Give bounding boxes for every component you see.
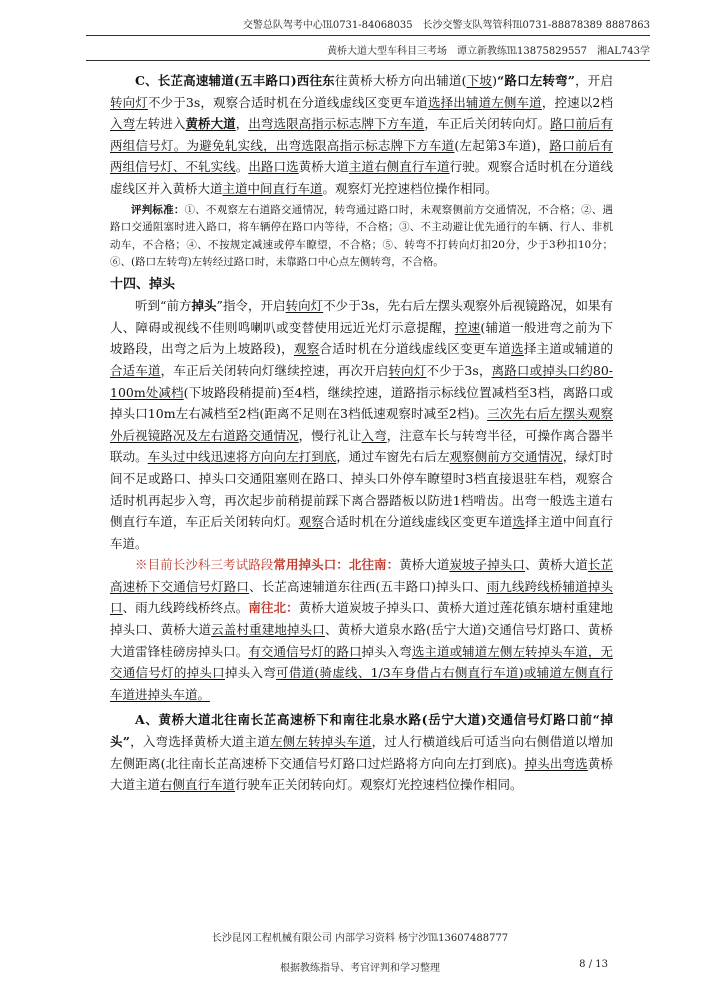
- text-bold: “路口左转弯”: [496, 73, 575, 88]
- text-underlined: 出弯选限高指示标志牌下方车道: [248, 116, 425, 132]
- text-red-bold: 北往南：: [348, 557, 400, 573]
- text: 掉头入弯: [224, 665, 277, 681]
- text-underlined: 路口前后有两组信号灯。为避免轧实线，出弯选限高指示标志牌下方车道: [110, 116, 613, 153]
- text-underlined: 掉头出弯选: [524, 755, 588, 771]
- text-underlined: 下坡: [466, 73, 493, 88]
- note-label: 评判标准：: [131, 203, 185, 216]
- text-underlined: 选主道或辅道左侧左转掉头车道，无交通信号灯的掉头口: [110, 643, 613, 681]
- text: ，注意车长与转弯半径，可操作离合器半联动。: [110, 427, 613, 465]
- text: 掉头入弯: [361, 643, 412, 659]
- text: 听到“前方: [135, 298, 192, 314]
- text: 黄桥大道: [298, 159, 349, 175]
- text-underlined: 炭坡子掉头口: [449, 557, 525, 573]
- text-underlined: 可借道(骑虚线、1/3车身借占右侧直行车道)或辅道左侧直行车道进掉头车道。: [110, 665, 613, 702]
- header-contact-line: 交警总队驾考中心℡0731-84068035 长沙交警支队驾管科℡0731-88878389 8887863: [242, 20, 650, 31]
- text-underlined: 选: [512, 514, 525, 530]
- section-c-title: C、长芷高速辅道(五丰路口)西往东: [135, 73, 335, 88]
- text-underlined: 云盖村重建地掉头口: [211, 622, 325, 638]
- section-14-heading: 十四、掉头: [110, 276, 176, 292]
- section-c-paragraph: [110, 70, 613, 200]
- common-u-turn-points-paragraph: [110, 554, 613, 705]
- text-underlined: 选: [511, 341, 524, 357]
- header-rule-top: [86, 35, 650, 36]
- text-underlined: 右侧直行车道: [160, 777, 236, 793]
- text: 、雨九线跨线桥终点。: [122, 600, 249, 616]
- text-underlined: 转向灯: [388, 362, 427, 378]
- text-underlined: 入弯: [361, 427, 387, 443]
- text: 不少于3s，观察合适时机在分道线虚线区变更车道: [147, 94, 428, 110]
- text: (下坡路段稍提前)至4档，继续控速，道路指示标线位置减档至3档，离路口或掉头口10m左右减档至2档(距离不足则在3档低速观察时减至2档)。: [110, 384, 613, 422]
- text: ，入弯选择黄桥大道主道: [129, 734, 270, 750]
- text-underlined: 出路口选: [248, 159, 299, 175]
- text-underlined: 主道右侧直行车道: [348, 159, 450, 175]
- text: ，通过车窗先右后左: [336, 449, 450, 465]
- header-instructor-line: 黄桥大道大型车科目三考场 谭立新教练℡13875829557 湘AL743学: [327, 46, 650, 57]
- text: ，车正后关闭转向灯。: [424, 116, 551, 132]
- text-underlined: 有交通信号灯的路口: [248, 643, 362, 659]
- text: ，绿灯时间不足或路口、掉头口交通阻塞则在路口、掉头口外停车瞭望时3档直接退驻车档，观察合适时机再起步入弯，再次起步前稍提前踩下离合器踏板以防进1档啃齿。出弯一般选主道右侧直行车道，车正后关闭转向灯。: [110, 449, 613, 530]
- text: 不少于3s，: [426, 362, 492, 378]
- text-bold: 黄桥大道: [185, 116, 236, 132]
- text-underlined: 离路口或掉头口约80-100m处减档: [110, 362, 613, 400]
- text-underlined: 长芷高速桥下交通信号灯路口: [110, 557, 613, 594]
- text: 合适时机在分道线虚线区变更车道: [323, 514, 513, 530]
- text-underlined: 观察: [293, 341, 320, 357]
- text: ”指令，开启: [216, 298, 286, 314]
- text: ，车正后关闭转向灯继续控速，再次开启: [160, 362, 389, 378]
- text: ，: [235, 116, 249, 132]
- text: (辅道一般进弯之前为下坡路段，出弯之后为上坡路段)，: [110, 319, 613, 357]
- u-turn-paragraph: [110, 295, 613, 554]
- text: 合适时机在分道线虚线区变更车道: [319, 341, 512, 357]
- text-underlined: 选择出辅道左侧车道: [428, 94, 542, 110]
- text: 择主道或辅道的: [523, 341, 613, 357]
- text-red-bold: 南往北：: [248, 600, 299, 616]
- text: 不少于3s，先右后左摆头观察外后视镜路况，如果有人、障碍或视线不佳则鸣喇叭或变替使用远近光灯示意提醒，: [110, 298, 613, 335]
- text-red-bold: 常用掉头口：: [273, 557, 349, 573]
- page-number: 8 / 13: [579, 959, 608, 970]
- text: 往黄桥大桥方向出辅道(: [334, 73, 467, 88]
- text: 黄桥大道炭坡子掉头口、黄桥大道过莲花镇东塘村重建地掉头口、黄桥大道: [110, 600, 613, 638]
- text: 择主道中间直行车道。: [110, 514, 613, 551]
- note-text: ①、不观察左右道路交通情况，转弯通过路口时，未观察侧前方交通情况，不合格；②、遇路口交通阻塞时进入路口，将车辆停在路口内等待，不合格；③、不主动避让优先通行的车辆、行人、非机动车，不合格；④、不按规定减速或停车瞭望，不合格；⑤、转弯不打转向灯扣20分，少于3秒扣10分；⑥、(路口左转弯)左转经过路口时，未靠路口中心点左侧转弯，不合格。: [110, 203, 614, 269]
- text-underlined: 观察: [298, 514, 324, 530]
- text-underlined: 雨九线跨线桥辅道掉头口: [110, 578, 613, 616]
- text: ，慢行礼让: [298, 427, 362, 443]
- text-underlined: 三次先右后左摆头观察外后视镜路况及左右道路交通情况: [110, 406, 613, 443]
- text-bold: 掉头: [191, 298, 217, 314]
- text-underlined: 观察侧前方交通情况: [449, 449, 563, 465]
- text: ，过人行横道线后可适当向右侧借道以增加左侧距离(北往南长芷高速桥下交通信号灯路口过烂路将方向向左打到底)。: [110, 734, 613, 771]
- text: 、黄桥大道: [525, 557, 588, 573]
- text-underlined: 入弯: [110, 116, 136, 132]
- text: ，控速以2档: [541, 94, 613, 110]
- text-red: ※目前长沙科三考试路段: [135, 557, 274, 573]
- footer-company-line: 长沙昆冈工程机械有限公司 内部学习资料 杨宁沙℡13607488777: [211, 933, 509, 944]
- text-underlined: 转向灯: [110, 94, 148, 110]
- text-underlined: 左侧左转掉头车道: [269, 734, 372, 750]
- footer-source-line: 根据教练指导、考官评判和学习整理: [280, 963, 440, 974]
- text: 行驶。观察合适时机在分道线虚线区并入黄桥大道: [110, 159, 613, 196]
- text: 。: [235, 159, 249, 175]
- text: 、黄桥大道泉水路(岳宁大道)交通信号灯路口、黄桥大道雷锋桂磅房掉头口。: [110, 622, 613, 659]
- text-underlined: 控速: [454, 319, 481, 335]
- text: 。观察灯光控速档位操作相同。: [322, 180, 498, 196]
- section-a-paragraph: [110, 709, 613, 795]
- header-rule-bottom: [86, 60, 650, 61]
- text: (左起第3车道)，: [454, 137, 550, 153]
- text: 、长芷高速辅道东往西(五丰路口)掉头口、: [249, 578, 487, 594]
- text: 黄桥大道: [399, 557, 450, 573]
- text: 黄桥大道主道: [110, 755, 613, 793]
- section-a-title: A、黄桥大道北往南长芷高速桥下和南往北泉水路(岳宁大道)交通信号灯路口前“掉头”: [110, 712, 613, 750]
- text-underlined: 主道中间直行车道: [222, 180, 323, 196]
- text: ，开启: [574, 73, 613, 88]
- text-underlined: 转向灯: [285, 298, 324, 314]
- text-underlined: 车头过中线迅速将方向向左打到底: [147, 449, 337, 465]
- grading-criteria-note: [110, 202, 613, 272]
- text-underlined: 路口前后有两组信号灯、不轧实线: [110, 137, 613, 175]
- text: ): [492, 73, 497, 88]
- text: 左转进入: [135, 116, 186, 132]
- page-content: [110, 70, 613, 796]
- text-underlined: 合适车道: [110, 362, 161, 378]
- text: 行驶车正关闭转向灯。观察灯光控速档位操作相同。: [235, 777, 523, 793]
